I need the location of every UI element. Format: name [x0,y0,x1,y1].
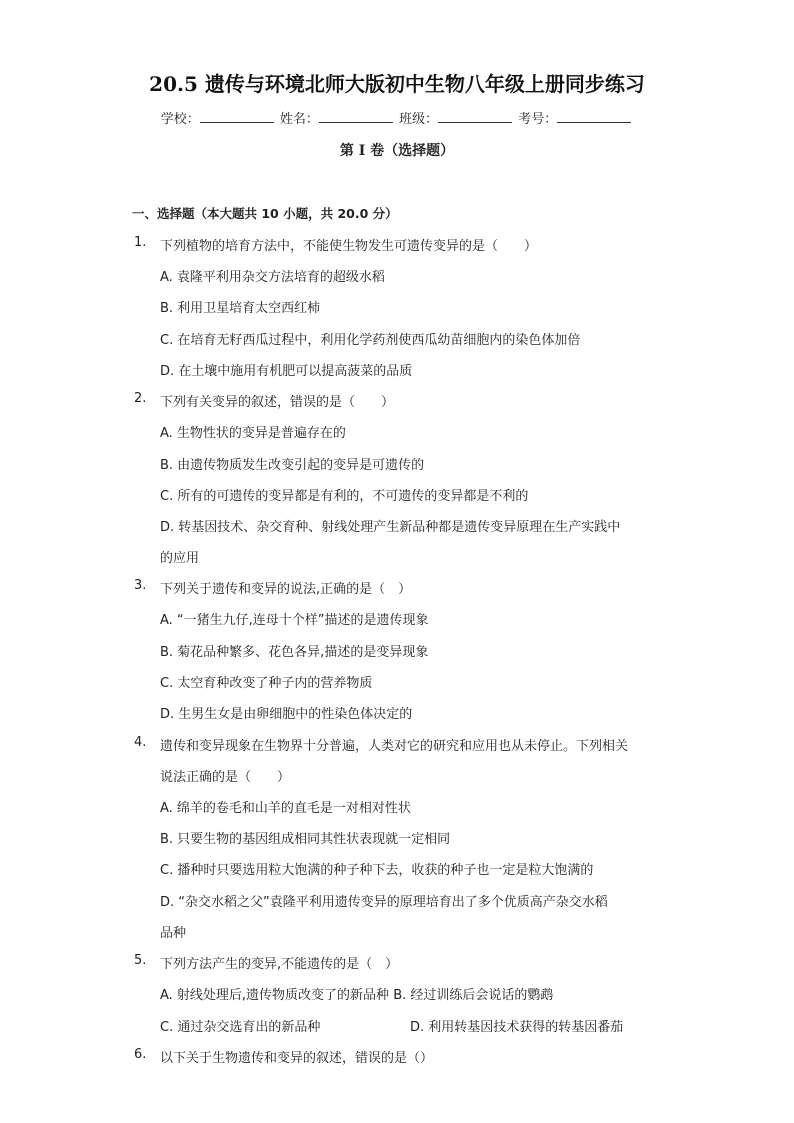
option-line: D. 在土壤中施用有机肥可以提高菠菜的品质 [160,364,413,379]
question-stem: 遗传和变异现象在生物界十分普遍，人类对它的研究和应用也从未停止。下列相关 [160,739,629,754]
question-number: 4. [134,735,147,750]
option-line: A. 绵羊的卷毛和山羊的直毛是一对相对性状 [160,801,411,816]
question-number: 1. [134,235,147,250]
question-stem: 下列关于遗传和变异的说法,正确的是（ ） [160,582,412,597]
question-number: 2. [134,391,147,406]
question-stem: 下列植物的培育方法中，不能使生物发生可遗传变异的是（ ） [160,239,538,254]
student-info-line [0,108,794,127]
name-blank [319,110,393,123]
option-line: B. 利用卫星培育太空西红柿 [160,301,321,316]
option-line: C. 所有的可遗传的变异都是有利的，不可遗传的变异都是不利的 [160,489,529,504]
school-label: 学校： [160,112,200,127]
option-line: C. 播种时只要选用粒大饱满的种子种下去，收获的种子也一定是粒大饱满的 [160,863,594,878]
question-stem: 以下关于生物遗传和变异的叙述，错误的是（） [160,1051,434,1066]
exam-number-label: 考号： [518,112,558,127]
question-number: 5. [134,953,147,968]
question-stem: 说法正确的是（ ） [160,770,291,785]
exam-number-blank [557,110,631,123]
school-blank [200,110,274,123]
class-blank [438,110,512,123]
option-line: C. 在培育无籽西瓜过程中，利用化学药剂使西瓜幼苗细胞内的染色体加倍 [160,333,581,348]
name-label: 姓名： [279,112,319,127]
option-line: B. 只要生物的基因组成相同其性状表现就一定相同 [160,832,451,847]
option-line: C. 通过杂交选育出的新品种 [160,1020,321,1035]
option-line: 品种 [160,926,187,941]
option-line: A. “一猪生九仔,连母十个样”描述的是遗传现象 [160,613,429,628]
option-line: D. 转基因技术、杂交育种、射线处理产生新品种都是遗传变异原理在生产实践中 [160,520,621,535]
question-stem: 下列有关变异的叙述，错误的是（ ） [160,395,395,410]
option-line: D. 利用转基因技术获得的转基因番茄 [410,1020,624,1035]
option-line: B. 菊花品种繁多、花色各异,描述的是变异现象 [160,645,429,660]
option-line: 的应用 [160,551,200,566]
section-heading: 一、选择题（本大题共 10 小题，共 20.0 分） [132,206,398,221]
option-line: A. 射线处理后,遗传物质改变了的新品种 B. 经过训练后会说话的鹦鹉 [160,988,554,1003]
volume-heading: 第 I 卷（选择题） [339,143,455,159]
option-line: A. 生物性状的变异是普遍存在的 [160,426,346,441]
option-line: A. 袁隆平利用杂交方法培育的超级水稻 [160,270,385,285]
option-line: D. 生男生女是由卵细胞中的性染色体决定的 [160,707,413,722]
option-line: B. 由遗传物质发生改变引起的变异是可遗传的 [160,458,425,473]
document-title: 20.5 遗传与环境北师大版初中生物八年级上册同步练习 [149,72,645,96]
option-line: C. 太空育种改变了种子内的营养物质 [160,676,373,691]
question-stem: 下列方法产生的变异,不能遗传的是（ ） [160,957,399,972]
question-number: 3. [134,578,147,593]
class-label: 班级： [399,112,439,127]
question-number: 6. [134,1047,147,1062]
option-line: D. “杂交水稻之父”袁隆平利用遗传变异的原理培育出了多个优质高产杂交水稻 [160,895,608,910]
